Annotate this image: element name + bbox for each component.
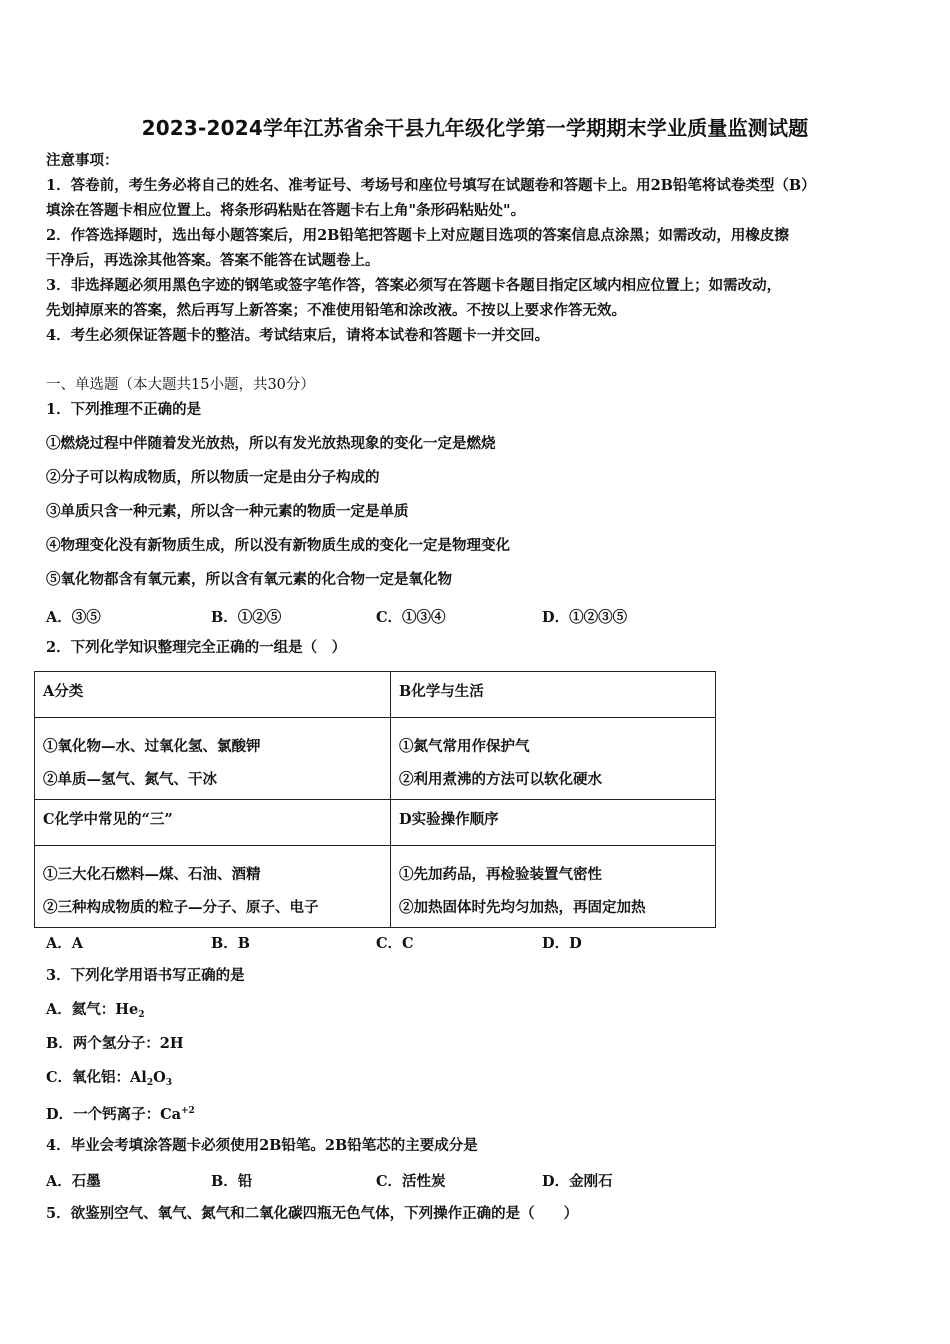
knowledge-table: [34, 671, 716, 928]
notice-line: 3．非选择题必须用黑色字迹的钢笔或签字笔作答，答案必须写在答题卡各题目指定区域内相应位置上；如需改动，: [46, 277, 782, 294]
q1-option-c[interactable]: C．①③④: [376, 609, 446, 626]
question-1-stem: 1．下列推理不正确的是: [46, 401, 202, 418]
table-cell-b-head: B化学与生活: [391, 672, 716, 718]
q1-statement: ①燃烧过程中伴随着发光放热，所以有发光放热现象的变化一定是燃烧: [46, 435, 496, 452]
table-line: ①氮气常用作保护气: [399, 738, 530, 755]
q2-option-c[interactable]: C．C: [376, 935, 414, 952]
question-4-stem: 4．毕业会考填涂答题卡必须使用2B铅笔。2B铅笔芯的主要成分是: [46, 1137, 478, 1154]
table-cell-d-body: [391, 846, 716, 928]
table-line: ②利用煮沸的方法可以软化硬水: [399, 771, 602, 788]
table-cell-c-head: C化学中常见的“三”: [35, 800, 391, 846]
q3-option-a[interactable]: [46, 1000, 144, 1025]
notice-line: 1．答卷前，考生务必将自己的姓名、准考证号、考场号和座位号填写在试题卷和答题卡上。用2B铅笔将试卷类型（B）: [46, 177, 816, 194]
q3-option-d[interactable]: [46, 1101, 195, 1125]
q2-option-d[interactable]: D．D: [542, 935, 582, 952]
question-5-stem: 5．欲鉴别空气、氧气、氮气和二氧化碳四瓶无色气体，下列操作正确的是（ ）: [46, 1205, 579, 1222]
notice-line: 2．作答选择题时，选出每小题答案后，用2B铅笔把答题卡上对应题目选项的答案信息点涂黑；如需改动，用橡皮擦: [46, 227, 789, 244]
q3-option-c-text: C．氧化铝：Al: [46, 1069, 147, 1086]
table-line: ②加热固体时先均匀加热，再固定加热: [399, 899, 646, 916]
q3-option-a-text: A．氦气：He: [46, 1001, 139, 1018]
subscript: 2: [138, 1010, 145, 1020]
q3-option-c[interactable]: [46, 1068, 172, 1093]
q4-option-b[interactable]: B．铅: [211, 1173, 253, 1190]
question-2-stem: 2．下列化学知识整理完全正确的一组是（ ）: [46, 639, 347, 656]
superscript: +2: [181, 1106, 195, 1116]
section-heading: 一、单选题（本大题共15小题，共30分）: [46, 377, 315, 393]
q1-statement: ④物理变化没有新物质生成，所以没有新物质生成的变化一定是物理变化: [46, 537, 510, 554]
notice-line: 先划掉原来的答案，然后再写上新答案；不准使用铅笔和涂改液。不按以上要求作答无效。: [46, 302, 626, 319]
table-cell-d-head: D实验操作顺序: [391, 800, 716, 846]
q1-statement: ②分子可以构成物质，所以物质一定是由分子构成的: [46, 469, 380, 486]
notice-line: 填涂在答题卡相应位置上。将条形码粘贴在答题卡右上角"条形码粘贴处"。: [46, 202, 526, 219]
question-3-stem: 3．下列化学用语书写正确的是: [46, 967, 245, 984]
q2-option-b[interactable]: B．B: [211, 935, 251, 952]
subscript: 3: [165, 1078, 172, 1088]
q4-option-c[interactable]: C．活性炭: [376, 1173, 446, 1190]
table-line: ①氧化物—水、过氧化氢、氯酸钾: [43, 738, 261, 755]
q3-option-b[interactable]: B．两个氢分子：2H: [46, 1035, 184, 1052]
q1-option-a[interactable]: A．③⑤: [46, 609, 101, 626]
table-cell-c-body: [35, 846, 391, 928]
q1-option-b[interactable]: B．①②⑤: [211, 609, 282, 626]
subscript: 2: [146, 1078, 154, 1088]
table-cell-b-body: [391, 718, 716, 800]
q3-option-d-text: D．一个钙离子：Ca: [46, 1106, 182, 1123]
page-title: 2023-2024学年江苏省余干县九年级化学第一学期期末学业质量监测试题: [141, 116, 809, 140]
table-cell-a-body: [35, 718, 391, 800]
q3-option-c-text: O: [153, 1069, 166, 1086]
table-cell-a-head: A分类: [35, 672, 391, 718]
table-line: ①三大化石燃料—煤、石油、酒精: [43, 866, 261, 883]
q1-statement: ⑤氧化物都含有氧元素，所以含有氧元素的化合物一定是氧化物: [46, 571, 452, 588]
q2-option-a[interactable]: A．A: [46, 935, 84, 952]
notice-line: 干净后，再选涂其他答案。答案不能答在试题卷上。: [46, 252, 380, 269]
table-line: ①先加药品，再检验装置气密性: [399, 866, 602, 883]
table-line: ②三种构成物质的粒子—分子、原子、电子: [43, 899, 319, 916]
notice-heading: 注意事项：: [46, 152, 119, 169]
notice-line: 4．考生必须保证答题卡的整洁。考试结束后，请将本试卷和答题卡一并交回。: [46, 327, 550, 344]
table-line: ②单质—氢气、氮气、干冰: [43, 771, 217, 788]
q4-option-a[interactable]: A．石墨: [46, 1173, 101, 1190]
q4-option-d[interactable]: D．金刚石: [542, 1173, 613, 1190]
q1-statement: ③单质只含一种元素，所以含一种元素的物质一定是单质: [46, 503, 409, 520]
q1-option-d[interactable]: D．①②③⑤: [542, 609, 628, 626]
